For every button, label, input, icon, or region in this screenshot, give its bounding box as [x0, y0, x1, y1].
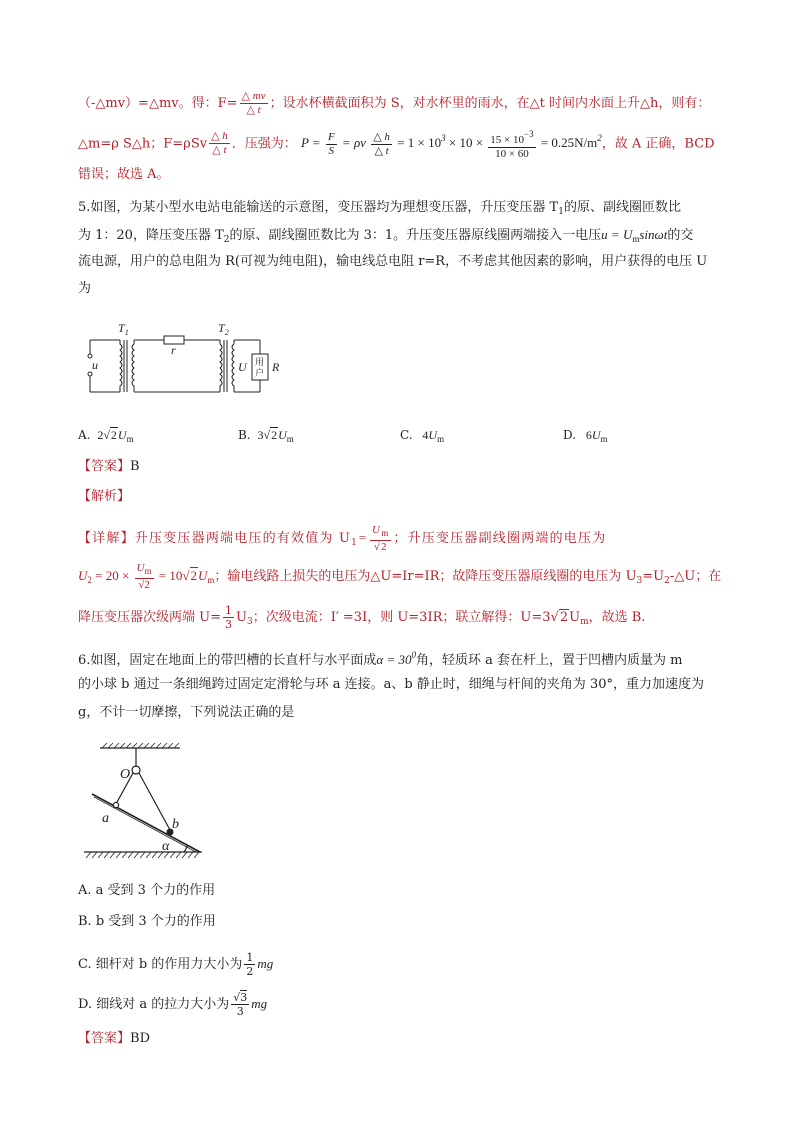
detail-text: ；升压变压器副线圈两端的电压为: [393, 530, 607, 546]
subscript: m: [126, 434, 134, 444]
fraction-numeric: [488, 128, 535, 161]
subscript: m: [632, 234, 640, 244]
subscript: 3: [246, 617, 253, 627]
option-label: B.: [238, 428, 251, 442]
fraction-numerator: △ h: [373, 131, 390, 143]
radicand: 2: [559, 610, 569, 625]
q5-answer: [78, 458, 140, 476]
q6-stem-line-1: [78, 646, 683, 670]
q6-option-b[interactable]: B. b 受到 3 个力的作用: [78, 914, 216, 929]
prev-solution-line-3: 错误；故选 A。: [78, 167, 170, 182]
prev-solution-text: ；设水杯横截面积为 S，对水杯里的雨水，在△t 时间内水面上升△h，则有：: [269, 96, 711, 111]
sqrt: √2: [103, 428, 117, 442]
option-text: D. 细线对 a 的拉力大小为: [78, 997, 230, 1012]
fraction-denominator: 2: [246, 965, 254, 978]
fraction-denominator: 3: [224, 618, 232, 631]
fraction-denominator: S: [328, 145, 335, 157]
label-ball-b: b: [172, 817, 179, 832]
label-user-1: 用: [255, 358, 265, 368]
prev-solution-line-1: [78, 90, 710, 117]
q5-text: 的交: [667, 228, 694, 243]
q5-stem-line-3: 流电源，用户的总电阻为 R(可视为纯电阻)，输电线总电阻 r=R，不考虑其他因素的影响，用户获得的电压 U: [78, 254, 708, 269]
fraction-numerator: △ h: [211, 130, 228, 143]
fraction-numerator: [488, 128, 535, 148]
label-resistance-R: R: [272, 360, 280, 374]
fraction-numerator: △ mv: [241, 90, 266, 102]
incline-pulley-diagram: [80, 742, 210, 862]
fraction-denominator: △ t: [374, 145, 389, 157]
radicand: 2: [271, 428, 278, 442]
eq-part: P =: [300, 135, 324, 151]
variable: U: [591, 428, 601, 442]
fraction-numerator: 1: [246, 951, 254, 964]
coef: 4: [422, 428, 429, 442]
fraction-numerator: √3: [233, 991, 248, 1004]
radicand: 3: [240, 991, 248, 1004]
radicand: 2: [110, 428, 117, 442]
eq-part: U: [198, 567, 208, 583]
variable: U: [117, 428, 127, 442]
variable: U: [278, 428, 287, 442]
fraction-um-sqrt2: [370, 524, 391, 554]
label-angle-alpha: α: [162, 839, 170, 854]
eq-part: = ρv: [338, 135, 370, 151]
q5-text: 的原、副线圈匝数比: [563, 200, 681, 215]
eq-part: = 10: [155, 567, 183, 583]
q5-detail-line-2: [78, 562, 721, 592]
detail-text: 升压变压器两端电压的有效值为 U: [134, 530, 352, 546]
option-math: mg: [251, 996, 268, 1011]
eq-part: α = 30: [376, 652, 412, 667]
sqrt: √2: [182, 567, 198, 583]
option-value: [416, 428, 444, 442]
detail-text: -△U；在: [669, 568, 722, 584]
angle-expression: [376, 652, 416, 667]
detail-text: ；输电线路上损失的电压为△U=Ir=IR；故降压变压器原线圈的电压为 U: [214, 568, 637, 584]
radicand: 2: [190, 567, 198, 583]
coef: 6: [585, 428, 592, 442]
subscript: m: [286, 434, 294, 444]
prev-solution-text: （-△mv）=△mv。得：F=: [78, 96, 238, 111]
radicand: 2: [144, 579, 150, 591]
detail-tag: 【详解】: [78, 530, 135, 546]
coef: 2: [97, 428, 104, 442]
transformer-circuit-diagram: [78, 318, 288, 410]
fraction-numerator: [370, 524, 391, 541]
option-label: A.: [78, 428, 91, 442]
label-pulley-O: O: [120, 767, 131, 782]
detail-text: U: [235, 610, 247, 625]
subscript: 2: [87, 574, 92, 585]
q5-analysis-tag: 【解析】: [78, 489, 131, 504]
subscript: 2: [664, 575, 670, 586]
eq-part: U: [136, 562, 145, 574]
option-value: [254, 428, 293, 442]
subscript: m: [207, 574, 215, 585]
q5-stem-line-2: [78, 226, 693, 249]
fraction-sqrt3-over-3: [231, 991, 249, 1018]
eq-exponent: −3: [524, 129, 534, 139]
eq-part: u = U: [601, 227, 633, 242]
answer-tag: 【答案】: [78, 1031, 131, 1046]
q5-stem-line-1: [78, 199, 681, 221]
q5-text: 5.如图，为某小型水电站电能输送的示意图，变压器均为理想变压器，升压变压器 T: [78, 200, 559, 215]
fraction-half: [244, 951, 255, 978]
subscript: 3: [636, 575, 643, 586]
fraction-one-third: [223, 604, 234, 631]
fraction-denominator: 10 × 60: [495, 148, 529, 160]
prev-solution-line-2: [78, 128, 715, 161]
label-u: u: [92, 358, 98, 372]
option-text: C. 细杆对 b 的作用力大小为: [78, 957, 243, 972]
prev-solution-text: ．压强为：: [231, 136, 297, 152]
q5-option-d[interactable]: [563, 428, 608, 444]
eq-part: × 10 ×: [445, 135, 487, 151]
q5-option-b[interactable]: [238, 428, 294, 444]
fraction-f-s: [326, 131, 337, 158]
q5-detail-line-3: [78, 604, 645, 631]
subscript: 1: [558, 207, 564, 217]
label-ring-a: a: [102, 811, 109, 826]
eq-part: 15 × 10: [490, 134, 524, 146]
subscript: 1: [351, 537, 359, 548]
q6-text: 角，轻质环 a 套在杆上，置于凹槽内质量为 m: [416, 653, 683, 668]
sqrt: √2: [550, 610, 569, 625]
fraction-denominator: △ t: [212, 144, 227, 157]
sqrt: √2: [263, 428, 278, 442]
answer-tag: 【答案】: [78, 459, 131, 474]
option-value: [94, 428, 133, 442]
coef: 3: [257, 428, 264, 442]
prev-solution-text: △m=ρ S△h；F=ρSv: [78, 136, 208, 152]
eq-part: = 1 × 10: [393, 135, 442, 151]
eq-part: sinωt: [639, 227, 668, 242]
q6-answer: [78, 1030, 150, 1048]
subscript: m: [144, 566, 152, 576]
q5-option-a[interactable]: [78, 428, 134, 444]
label-r: r: [171, 343, 176, 357]
eq-part: U: [78, 567, 88, 583]
q5-option-c[interactable]: [400, 428, 444, 444]
eq-part: = 0.25N/m: [537, 135, 598, 151]
subscript: m: [437, 434, 445, 444]
q6-option-d[interactable]: [78, 991, 267, 1018]
fraction-numerator: 1: [224, 604, 232, 617]
subscript: m: [381, 528, 390, 538]
fraction-denominator: 3: [236, 1005, 244, 1018]
fraction-dmv-dt: [240, 90, 268, 117]
eq-exponent: 0: [411, 650, 417, 660]
detail-text: U: [569, 610, 581, 625]
label-t1: $T_1$: [118, 321, 129, 337]
prev-solution-text: ，故 A 正确，BCD: [601, 136, 715, 152]
q6-stem-line-3: g，不计一切摩擦，下列说法正确的是: [78, 705, 295, 720]
fraction-denominator: △ t: [246, 104, 261, 116]
detail-text: ，故选 B.: [588, 610, 646, 625]
fraction-numerator: F: [327, 131, 335, 143]
fraction-dh-dt: [209, 130, 230, 157]
eq-exponent: 2: [597, 133, 602, 144]
subscript: m: [580, 617, 589, 627]
answer-value: B: [130, 459, 140, 474]
q6-option-c[interactable]: [78, 951, 273, 978]
fraction-um-sqrt2: [135, 562, 154, 592]
variable: U: [428, 428, 438, 442]
detail-text: =U: [642, 568, 665, 584]
fraction-dh-dt-eq: [371, 131, 392, 158]
fraction-denominator: √2: [373, 541, 388, 553]
q5-text: 为 1：20，降压变压器 T: [78, 228, 224, 243]
q6-text: 6.如图，固定在地面上的带凹槽的长直杆与水平面成: [78, 653, 377, 668]
option-label: D.: [563, 428, 577, 442]
source-voltage-expression: [601, 227, 667, 242]
eq-part: = 20 ×: [91, 567, 133, 583]
option-value: [580, 428, 608, 442]
fraction-denominator: √2: [138, 579, 150, 591]
q6-option-a[interactable]: A. a 受到 3 个力的作用: [78, 883, 216, 898]
subscript: m: [600, 434, 608, 444]
label-t2: $T_2$: [218, 321, 229, 337]
subscript: 2: [223, 235, 230, 245]
fraction-numerator: [135, 562, 154, 579]
q5-text: 的原、副线圈匝数比为 3：1。升压变压器原线圈两端接入一电压: [229, 228, 602, 243]
detail-equation: [358, 524, 393, 553]
label-voltage-U: U: [238, 360, 247, 374]
eq-exponent: 3: [441, 133, 446, 144]
q5-detail-line-1: [78, 524, 606, 554]
label-user-2: 户: [255, 369, 265, 379]
eq-part: =: [358, 529, 369, 545]
eq-part: U: [372, 524, 382, 536]
detail-equation-u2: [78, 562, 215, 591]
option-math: mg: [257, 956, 274, 971]
q5-stem-line-4: 为: [78, 281, 92, 296]
detail-text: 降压变压器次级两端 U=: [78, 610, 221, 625]
detail-text: ；次级电流：I′ =3I，则 U=3IR；联立解得：U=3: [252, 610, 551, 625]
radicand: 2: [380, 541, 388, 553]
q6-stem-line-2: 的小球 b 通过一条细绳跨过固定定滑轮与环 a 连接。a、b 静止时，细绳与杆间的夹角为 30°，重力加速度为: [78, 677, 704, 692]
answer-value: BD: [130, 1031, 150, 1046]
option-label: C.: [400, 428, 413, 442]
